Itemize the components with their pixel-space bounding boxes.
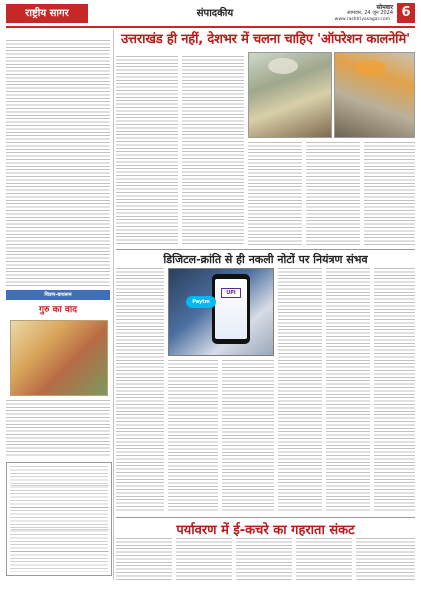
page-number: 6 bbox=[397, 3, 415, 23]
page-header bbox=[0, 0, 421, 26]
ewaste-story-col1 bbox=[116, 538, 172, 582]
main-story-col5 bbox=[364, 142, 415, 246]
column-divider bbox=[113, 30, 114, 580]
digital-story-col4 bbox=[278, 268, 322, 512]
section-label: संपादकीय bbox=[196, 8, 234, 19]
digital-top-rule bbox=[116, 249, 415, 250]
header-divider bbox=[6, 26, 415, 28]
digital-story-col1 bbox=[116, 268, 164, 512]
digital-headline: डिजिटल-क्रांति से ही नकली नोटों पर नियंत्रण संभव bbox=[163, 253, 368, 266]
paytm-logo: Paytm bbox=[186, 296, 216, 308]
digital-story-col2 bbox=[168, 360, 218, 512]
ewaste-story-col2 bbox=[176, 538, 232, 582]
main-story-col2 bbox=[182, 56, 244, 246]
ewaste-story-col4 bbox=[296, 538, 352, 582]
photo-detail bbox=[356, 60, 386, 76]
imprint-text bbox=[10, 466, 108, 572]
website-url: www.rashtriyasagar.com bbox=[334, 17, 390, 22]
ewaste-headline: पर्यावरण में ई-कचरे का गहराता संकट bbox=[176, 523, 355, 538]
photo-detail bbox=[268, 58, 298, 74]
ewaste-story-col5 bbox=[356, 538, 415, 582]
upi-logo: UPI bbox=[221, 288, 241, 298]
digital-story-col3 bbox=[222, 360, 274, 512]
left-photo-caption: चित्रण-बाथरूम bbox=[6, 290, 110, 300]
print-registration-strip bbox=[0, 585, 421, 595]
digital-story-col5 bbox=[326, 268, 370, 512]
masthead: राष्ट्रीय सागर bbox=[6, 4, 88, 23]
digital-story-col6 bbox=[374, 268, 415, 512]
day-label: सोमवार bbox=[376, 4, 393, 11]
main-story-col3 bbox=[248, 142, 302, 246]
main-headline: उत्तराखंड ही नहीं, देशभर में चलना चाहिए 'ऑपरेशन कालनेमि' bbox=[121, 32, 410, 47]
main-story-col4 bbox=[306, 142, 360, 246]
ewaste-story-col3 bbox=[236, 538, 292, 582]
ewaste-top-rule bbox=[116, 517, 415, 518]
left-illustration bbox=[10, 320, 108, 396]
left-box-text bbox=[6, 400, 110, 458]
left-box-title: गुरु का वाद bbox=[38, 305, 78, 315]
left-article-text bbox=[6, 40, 110, 286]
date-label: सामवार, 24 जून 2024 bbox=[347, 10, 393, 16]
main-story-col1 bbox=[116, 56, 178, 246]
